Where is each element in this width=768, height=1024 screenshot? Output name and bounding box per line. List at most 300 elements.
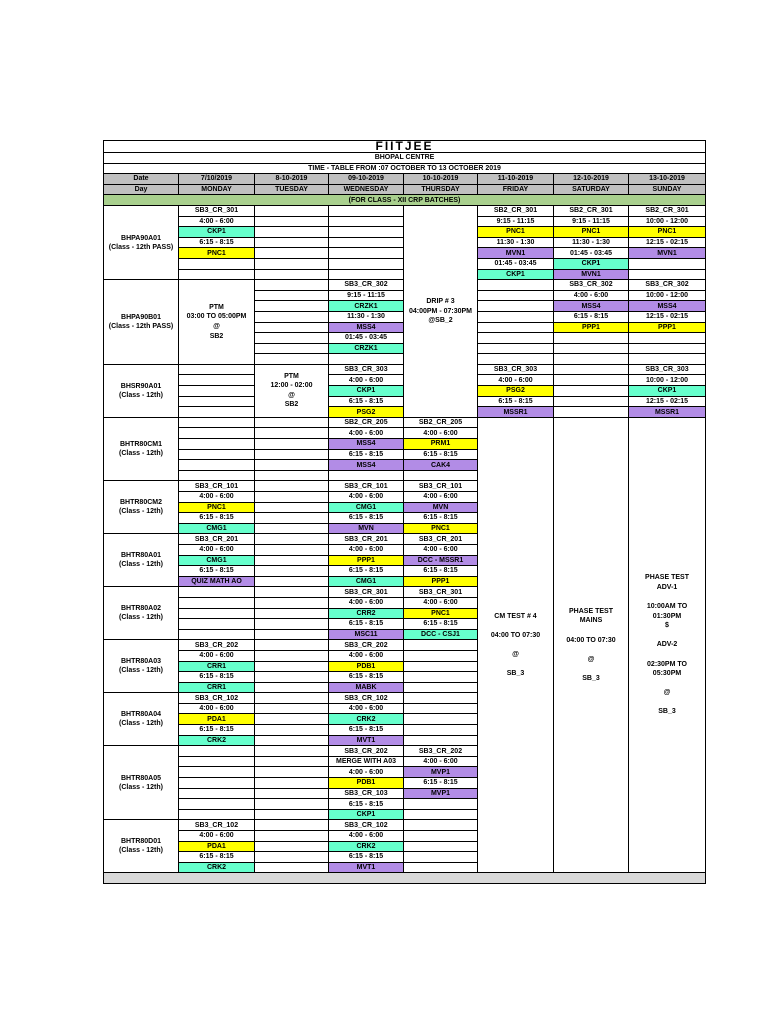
slot-cell: DCC - MSSR1 <box>404 555 478 566</box>
note-line: 04:00 TO 07:30 <box>566 636 616 644</box>
slot-cell: 11:30 - 1:30 <box>329 311 404 322</box>
empty-cell <box>255 343 329 354</box>
footer-row <box>104 873 706 884</box>
empty-cell <box>255 862 329 873</box>
date-cell: 11-10-2019 <box>478 174 554 185</box>
note-line <box>629 592 705 602</box>
empty-cell <box>255 756 329 767</box>
day-cell: SUNDAY <box>629 184 706 195</box>
empty-cell <box>179 597 255 608</box>
batch-class: (Class - 12th) <box>119 783 163 791</box>
slot-cell: SB3_CR_301 <box>179 205 255 216</box>
batch-name: BHTR80CM2 <box>119 499 162 507</box>
merged-note-cell <box>179 280 255 365</box>
note-line: PTM <box>209 303 224 311</box>
empty-cell <box>255 311 329 322</box>
timetable-table <box>103 140 706 884</box>
slot-cell: SB3_CR_302 <box>329 280 404 291</box>
merged-note-cell <box>478 417 554 873</box>
batch-name: BHTR80A03 <box>120 658 162 666</box>
empty-cell <box>255 629 329 640</box>
slot-cell: 4:00 - 6:00 <box>179 703 255 714</box>
empty-cell <box>255 333 329 344</box>
slot-cell: MVN <box>329 523 404 534</box>
empty-cell <box>179 608 255 619</box>
date-cell: 09-10-2019 <box>329 174 404 185</box>
slot-cell: 4:00 - 6:00 <box>179 216 255 227</box>
slot-cell: SB3_CR_101 <box>179 481 255 492</box>
empty-cell <box>329 216 404 227</box>
slot-cell: 12:15 - 02:15 <box>629 237 706 248</box>
slot-cell: 11:30 - 1:30 <box>478 237 554 248</box>
note-line: 03:00 TO 05:00PM <box>186 313 247 321</box>
empty-cell <box>255 693 329 704</box>
slot-cell: SB3_CR_202 <box>329 746 404 757</box>
slot-cell: PPP1 <box>329 555 404 566</box>
batch-class: (Class - 12th) <box>119 450 163 458</box>
empty-cell <box>179 428 255 439</box>
slot-cell: MSC11 <box>329 629 404 640</box>
slot-cell: 4:00 - 6:00 <box>179 544 255 555</box>
batch-class: (Class - 12th) <box>119 614 163 622</box>
slot-cell: PNC1 <box>179 502 255 513</box>
merged-note-cell <box>404 205 478 417</box>
slot-cell: CMG1 <box>329 576 404 587</box>
empty-cell <box>255 523 329 534</box>
note-line <box>629 679 705 689</box>
date-cell: 12-10-2019 <box>554 174 629 185</box>
empty-cell <box>179 364 255 375</box>
empty-cell <box>404 703 478 714</box>
slot-cell: MVP1 <box>404 788 478 799</box>
empty-cell <box>404 640 478 651</box>
empty-cell <box>255 650 329 661</box>
slot-cell: SB3_CR_101 <box>329 481 404 492</box>
date-cell: 13-10-2019 <box>629 174 706 185</box>
empty-cell <box>255 778 329 789</box>
empty-cell <box>478 343 554 354</box>
slot-cell: MVN1 <box>478 248 554 259</box>
slot-cell: PDB1 <box>329 661 404 672</box>
empty-cell <box>404 862 478 873</box>
slot-cell: SB3_CR_202 <box>179 640 255 651</box>
empty-cell <box>329 227 404 238</box>
class-band-row <box>104 195 706 206</box>
empty-cell <box>478 333 554 344</box>
slot-cell: SB3_CR_201 <box>329 534 404 545</box>
slot-cell: MERGE WITH A03 <box>329 756 404 767</box>
note-line: PTM <box>284 372 299 380</box>
empty-cell <box>255 555 329 566</box>
empty-cell <box>404 809 478 820</box>
slot-cell: 4:00 - 6:00 <box>404 544 478 555</box>
empty-cell <box>255 746 329 757</box>
empty-cell <box>255 460 329 471</box>
empty-cell <box>179 460 255 471</box>
empty-cell <box>404 852 478 863</box>
empty-cell <box>255 470 329 481</box>
slot-cell: MVP1 <box>404 767 478 778</box>
slot-cell: PRM1 <box>404 439 478 450</box>
empty-cell <box>478 354 554 365</box>
batch-name: BHTR80A02 <box>120 605 162 613</box>
merged-note-cell <box>255 364 329 417</box>
date-row <box>104 174 706 185</box>
empty-cell <box>179 587 255 598</box>
empty-cell <box>255 576 329 587</box>
empty-cell <box>255 322 329 333</box>
slot-cell: 6:15 - 8:15 <box>404 449 478 460</box>
empty-cell <box>255 852 329 863</box>
date-cell: 10-10-2019 <box>404 174 478 185</box>
slot-cell: SB3_CR_102 <box>179 693 255 704</box>
slot-cell: 4:00 - 6:00 <box>179 831 255 842</box>
empty-cell <box>554 396 629 407</box>
empty-cell <box>329 470 404 481</box>
slot-cell: 6:15 - 8:15 <box>179 852 255 863</box>
slot-cell: 4:00 - 6:00 <box>554 290 629 301</box>
slot-cell: PPP1 <box>404 576 478 587</box>
note-line: 04:00PM - 07:30PM <box>408 307 473 315</box>
slot-cell: SB3_CR_303 <box>629 364 706 375</box>
note-line <box>478 640 553 650</box>
empty-cell <box>329 237 404 248</box>
empty-cell <box>255 841 329 852</box>
date-cell: 7/10/2019 <box>179 174 255 185</box>
note-line: 04:00 TO 07:30 <box>490 631 541 639</box>
slot-cell: 6:15 - 8:15 <box>478 396 554 407</box>
note-line: @ <box>512 650 519 658</box>
slot-cell: 4:00 - 6:00 <box>404 428 478 439</box>
day-cell: TUESDAY <box>255 184 329 195</box>
empty-cell <box>179 407 255 418</box>
slot-cell: 6:15 - 8:15 <box>179 672 255 683</box>
empty-cell <box>255 417 329 428</box>
empty-cell <box>179 629 255 640</box>
slot-cell: 6:15 - 8:15 <box>179 725 255 736</box>
empty-cell <box>404 714 478 725</box>
slot-cell: 4:00 - 6:00 <box>404 597 478 608</box>
empty-cell <box>179 778 255 789</box>
empty-cell <box>179 396 255 407</box>
empty-cell <box>478 311 554 322</box>
slot-cell: CRK2 <box>329 714 404 725</box>
slot-cell: 11:30 - 1:30 <box>554 237 629 248</box>
empty-cell <box>554 343 629 354</box>
empty-cell <box>255 703 329 714</box>
empty-cell <box>255 735 329 746</box>
class-band: (FOR CLASS - XII CRP BATCHES) <box>104 195 706 206</box>
empty-cell <box>478 290 554 301</box>
empty-cell <box>404 799 478 810</box>
empty-cell <box>329 354 404 365</box>
empty-cell <box>255 682 329 693</box>
slot-cell: 12:15 - 02:15 <box>629 396 706 407</box>
empty-cell <box>255 788 329 799</box>
slot-cell: SB3_CR_202 <box>329 640 404 651</box>
slot-cell: PNC1 <box>629 227 706 238</box>
slot-cell: PDB1 <box>329 778 404 789</box>
slot-cell: CKP1 <box>179 227 255 238</box>
slot-cell: QUIZ MATH AO <box>179 576 255 587</box>
centre-row <box>104 153 706 164</box>
note-line: SB_3 <box>582 674 600 682</box>
empty-cell <box>179 375 255 386</box>
slot-cell: CRK2 <box>179 735 255 746</box>
slot-cell: 4:00 - 6:00 <box>329 703 404 714</box>
slot-cell: 10:00 - 12:00 <box>629 375 706 386</box>
note-line: @SB_2 <box>428 317 453 325</box>
note-line: SB_3 <box>658 708 676 716</box>
slot-cell: 4:00 - 6:00 <box>478 375 554 386</box>
slot-cell: SB3_CR_103 <box>329 788 404 799</box>
slot-cell: PPP1 <box>554 322 629 333</box>
batch-cell <box>104 640 179 693</box>
empty-cell <box>179 449 255 460</box>
schedule-row <box>104 417 706 428</box>
slot-cell: SB3_CR_302 <box>629 280 706 291</box>
slot-cell: PNC1 <box>404 523 478 534</box>
slot-cell: 9:15 - 11:15 <box>329 290 404 301</box>
merged-note-cell <box>554 417 629 873</box>
merged-note-cell <box>629 417 706 873</box>
empty-cell <box>404 661 478 672</box>
slot-cell: PNC1 <box>179 248 255 259</box>
slot-cell: 01:45 - 03:45 <box>554 248 629 259</box>
slot-cell: 10:00 - 12:00 <box>629 290 706 301</box>
schedule-row <box>104 205 706 216</box>
slot-cell: SB3_CR_303 <box>478 364 554 375</box>
empty-cell <box>255 534 329 545</box>
empty-cell <box>255 428 329 439</box>
empty-cell <box>329 258 404 269</box>
batch-class: (Class - 12th) <box>119 720 163 728</box>
slot-cell: SB3_CR_101 <box>404 481 478 492</box>
empty-cell <box>255 544 329 555</box>
slot-cell: MSSR1 <box>629 407 706 418</box>
slot-cell: SB2_CR_205 <box>404 417 478 428</box>
empty-cell <box>404 841 478 852</box>
empty-cell <box>404 820 478 831</box>
empty-cell <box>255 799 329 810</box>
slot-cell: SB3_CR_301 <box>404 587 478 598</box>
slot-cell: CMG1 <box>179 555 255 566</box>
batch-cell <box>104 364 179 417</box>
empty-cell <box>179 619 255 630</box>
empty-cell <box>329 205 404 216</box>
slot-cell: CKP1 <box>554 258 629 269</box>
empty-cell <box>179 269 255 280</box>
slot-cell: 4:00 - 6:00 <box>179 650 255 661</box>
slot-cell: 4:00 - 6:00 <box>329 767 404 778</box>
day-cell: SATURDAY <box>554 184 629 195</box>
slot-cell: CKP1 <box>629 386 706 397</box>
slot-cell: 6:15 - 8:15 <box>329 449 404 460</box>
empty-cell <box>255 597 329 608</box>
slot-cell: SB3_CR_102 <box>329 820 404 831</box>
slot-cell: PPP1 <box>629 322 706 333</box>
batch-class: (Class - 12th) <box>119 667 163 675</box>
batch-name: BHTR80A04 <box>120 711 162 719</box>
empty-cell <box>255 725 329 736</box>
note-line: SB2 <box>284 401 299 409</box>
note-line <box>554 645 628 655</box>
empty-cell <box>179 809 255 820</box>
slot-cell: CAK4 <box>404 460 478 471</box>
empty-cell <box>404 672 478 683</box>
day-label: Day <box>104 184 179 195</box>
batch-class: (Class - 12th) <box>119 508 163 516</box>
slot-cell: SB3_CR_302 <box>554 280 629 291</box>
slot-cell: 6:15 - 8:15 <box>329 852 404 863</box>
note-line: ADV-1 <box>656 583 678 591</box>
slot-cell: SB3_CR_102 <box>329 693 404 704</box>
batch-cell <box>104 280 179 365</box>
empty-cell <box>404 470 478 481</box>
slot-cell: 10:00 - 12:00 <box>629 216 706 227</box>
slot-cell: PNC1 <box>554 227 629 238</box>
slot-cell: CMG1 <box>329 502 404 513</box>
empty-cell <box>255 502 329 513</box>
slot-cell: CRZK1 <box>329 301 404 312</box>
batch-cell <box>104 820 179 873</box>
note-line: $ <box>665 622 669 630</box>
slot-cell: PDA1 <box>179 714 255 725</box>
slot-cell: CRR1 <box>179 682 255 693</box>
empty-cell <box>179 799 255 810</box>
empty-cell <box>629 343 706 354</box>
note-line <box>554 626 628 636</box>
slot-cell: 4:00 - 6:00 <box>329 831 404 842</box>
empty-cell <box>255 269 329 280</box>
empty-cell <box>478 322 554 333</box>
empty-cell <box>404 831 478 842</box>
slot-cell: MVN <box>404 502 478 513</box>
date-label: Date <box>104 174 179 185</box>
slot-cell: SB3_CR_102 <box>179 820 255 831</box>
slot-cell: 9:15 - 11:15 <box>478 216 554 227</box>
slot-cell: 6:15 - 8:15 <box>329 725 404 736</box>
slot-cell: PNC1 <box>404 608 478 619</box>
empty-cell <box>255 290 329 301</box>
slot-cell: PDA1 <box>179 841 255 852</box>
empty-cell <box>255 205 329 216</box>
slot-cell: SB2_CR_301 <box>478 205 554 216</box>
batch-class: (Class - 12th) <box>119 391 163 399</box>
empty-cell <box>255 492 329 503</box>
note-line: 01:30PM <box>652 612 682 620</box>
note-line: PHASE TEST <box>645 574 689 582</box>
empty-cell <box>329 248 404 259</box>
empty-cell <box>404 682 478 693</box>
empty-cell <box>255 216 329 227</box>
slot-cell: 6:15 - 8:15 <box>179 237 255 248</box>
empty-cell <box>554 364 629 375</box>
day-cell: WEDNESDAY <box>329 184 404 195</box>
batch-cell <box>104 746 179 820</box>
batch-cell <box>104 205 179 279</box>
slot-cell: SB2_CR_301 <box>629 205 706 216</box>
empty-cell <box>179 767 255 778</box>
slot-cell: MSS4 <box>329 460 404 471</box>
slot-cell: 6:15 - 8:15 <box>329 672 404 683</box>
slot-cell: MVN1 <box>629 248 706 259</box>
empty-cell <box>255 248 329 259</box>
slot-cell: 4:00 - 6:00 <box>329 544 404 555</box>
empty-cell <box>255 301 329 312</box>
note-line: DRIP # 3 <box>426 298 455 306</box>
slot-cell: DCC - CSJ1 <box>404 629 478 640</box>
note-line <box>629 631 705 641</box>
note-line: @ <box>663 689 671 697</box>
day-cell: FRIDAY <box>478 184 554 195</box>
empty-cell <box>255 481 329 492</box>
empty-cell <box>179 470 255 481</box>
empty-cell <box>329 269 404 280</box>
empty-cell <box>179 756 255 767</box>
date-cell: 8-10-2019 <box>255 174 329 185</box>
empty-cell <box>255 354 329 365</box>
slot-cell: 4:00 - 6:00 <box>404 756 478 767</box>
slot-cell: CRR1 <box>179 661 255 672</box>
slot-cell: CRR2 <box>329 608 404 619</box>
note-line <box>629 650 705 660</box>
batch-name: BHTR80A01 <box>120 552 162 560</box>
slot-cell: SB3_CR_201 <box>179 534 255 545</box>
empty-cell <box>255 608 329 619</box>
slot-cell: MVT1 <box>329 862 404 873</box>
slot-cell: MSS4 <box>629 301 706 312</box>
slot-cell: 6:15 - 8:15 <box>554 311 629 322</box>
batch-name: BHTR80A05 <box>120 774 162 782</box>
note-line: @ <box>213 323 220 330</box>
centre-title: BHOPAL CENTRE <box>104 153 706 164</box>
slot-cell: CRZK1 <box>329 343 404 354</box>
empty-cell <box>255 640 329 651</box>
empty-cell <box>255 767 329 778</box>
empty-cell <box>255 258 329 269</box>
empty-cell <box>179 386 255 397</box>
slot-cell: 12:15 - 02:15 <box>629 311 706 322</box>
empty-cell <box>629 258 706 269</box>
slot-cell: 4:00 - 6:00 <box>404 492 478 503</box>
slot-cell: 4:00 - 6:00 <box>329 428 404 439</box>
footer-band <box>104 873 706 884</box>
slot-cell: SB3_CR_303 <box>329 364 404 375</box>
empty-cell <box>255 714 329 725</box>
note-line: 02:30PM TO <box>647 660 687 668</box>
empty-cell <box>179 746 255 757</box>
empty-cell <box>554 333 629 344</box>
empty-cell <box>255 566 329 577</box>
slot-cell: MSS4 <box>554 301 629 312</box>
empty-cell <box>255 227 329 238</box>
slot-cell: 6:15 - 8:15 <box>329 513 404 524</box>
empty-cell <box>255 820 329 831</box>
note-line: @ <box>587 655 595 663</box>
note-line: ADV-2 <box>656 641 678 649</box>
empty-cell <box>255 672 329 683</box>
note-line: 05:30PM <box>652 670 682 678</box>
slot-cell: PSG2 <box>329 407 404 418</box>
empty-cell <box>255 809 329 820</box>
empty-cell <box>554 375 629 386</box>
empty-cell <box>478 301 554 312</box>
slot-cell: CKP1 <box>478 269 554 280</box>
empty-cell <box>255 449 329 460</box>
batch-name: BHTR80D01 <box>120 838 162 846</box>
empty-cell <box>629 354 706 365</box>
